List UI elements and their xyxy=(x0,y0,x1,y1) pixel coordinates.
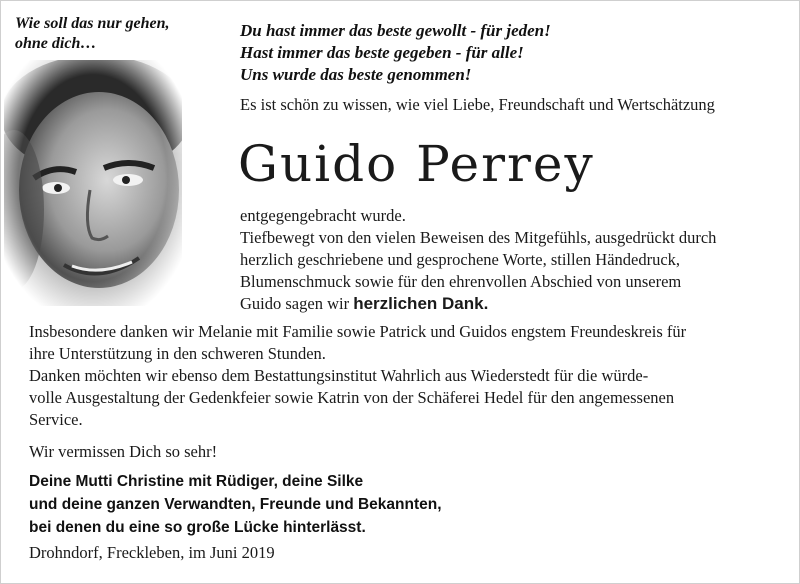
acknowledgement-paragraph xyxy=(29,321,789,463)
poem-line: Uns wurde das beste genommen! xyxy=(240,65,472,84)
poem-line: Hast immer das beste gegeben - für alle! xyxy=(240,43,524,62)
thanks-paragraph xyxy=(240,205,785,315)
signer-line: Deine Mutti Christine mit Rüdiger, deine Silke xyxy=(29,473,364,490)
spacer xyxy=(29,431,789,441)
miss-line: Wir vermissen Dich so sehr! xyxy=(29,442,218,461)
signers xyxy=(29,470,442,539)
body-line: Danken möchten wir ebenso dem Bestattungsinstitut Wahrlich aus Wiederstedt für die würde- xyxy=(29,366,649,385)
motto xyxy=(15,14,215,54)
motto-line: Wie soll das nur gehen, xyxy=(15,15,170,32)
place-date: Drohndorf, Freckleben, im Juni 2019 xyxy=(29,543,275,562)
body-line: Tiefbewegt von den vielen Beweisen des Mitgefühls, ausgedrückt durch xyxy=(240,228,717,247)
deceased-name: Guido Perrey xyxy=(238,135,595,193)
intro-text: Es ist schön zu wissen, wie viel Liebe, Freundschaft und Wertschätzung xyxy=(240,95,715,114)
thanks-emphasis: herzlichen Dank. xyxy=(353,294,489,313)
body-line: Service. xyxy=(29,410,83,429)
body-line: entgegengebracht wurde. xyxy=(240,206,406,225)
body-line: Insbesondere danken wir Melanie mit Familie sowie Patrick und Guidos engstem Freundeskreis für xyxy=(29,322,687,341)
portrait-image xyxy=(4,60,182,306)
poem-line: Du hast immer das beste gewollt - für jeden! xyxy=(240,21,551,40)
portrait-photo xyxy=(4,60,182,306)
body-line: volle Ausgestaltung der Gedenkfeier sowie Katrin von der Schäferei Hedel für den angemessenen xyxy=(29,388,675,407)
body-line xyxy=(240,293,785,315)
body-line: herzlich geschriebene und gesprochene Worte, stillen Händedruck, xyxy=(240,250,681,269)
signer-line: bei denen du eine so große Lücke hinterlässt. xyxy=(29,519,366,536)
motto-line: ohne dich… xyxy=(15,35,97,52)
body-line: ihre Unterstützung in den schweren Stunden. xyxy=(29,344,326,363)
body-line-prefix: Guido sagen wir xyxy=(240,294,354,313)
body-line: Blumenschmuck sowie für den ehrenvollen Abschied von unserem xyxy=(240,272,682,291)
signer-line: und deine ganzen Verwandten, Freunde und Bekannten, xyxy=(29,496,442,513)
poem xyxy=(240,20,780,86)
